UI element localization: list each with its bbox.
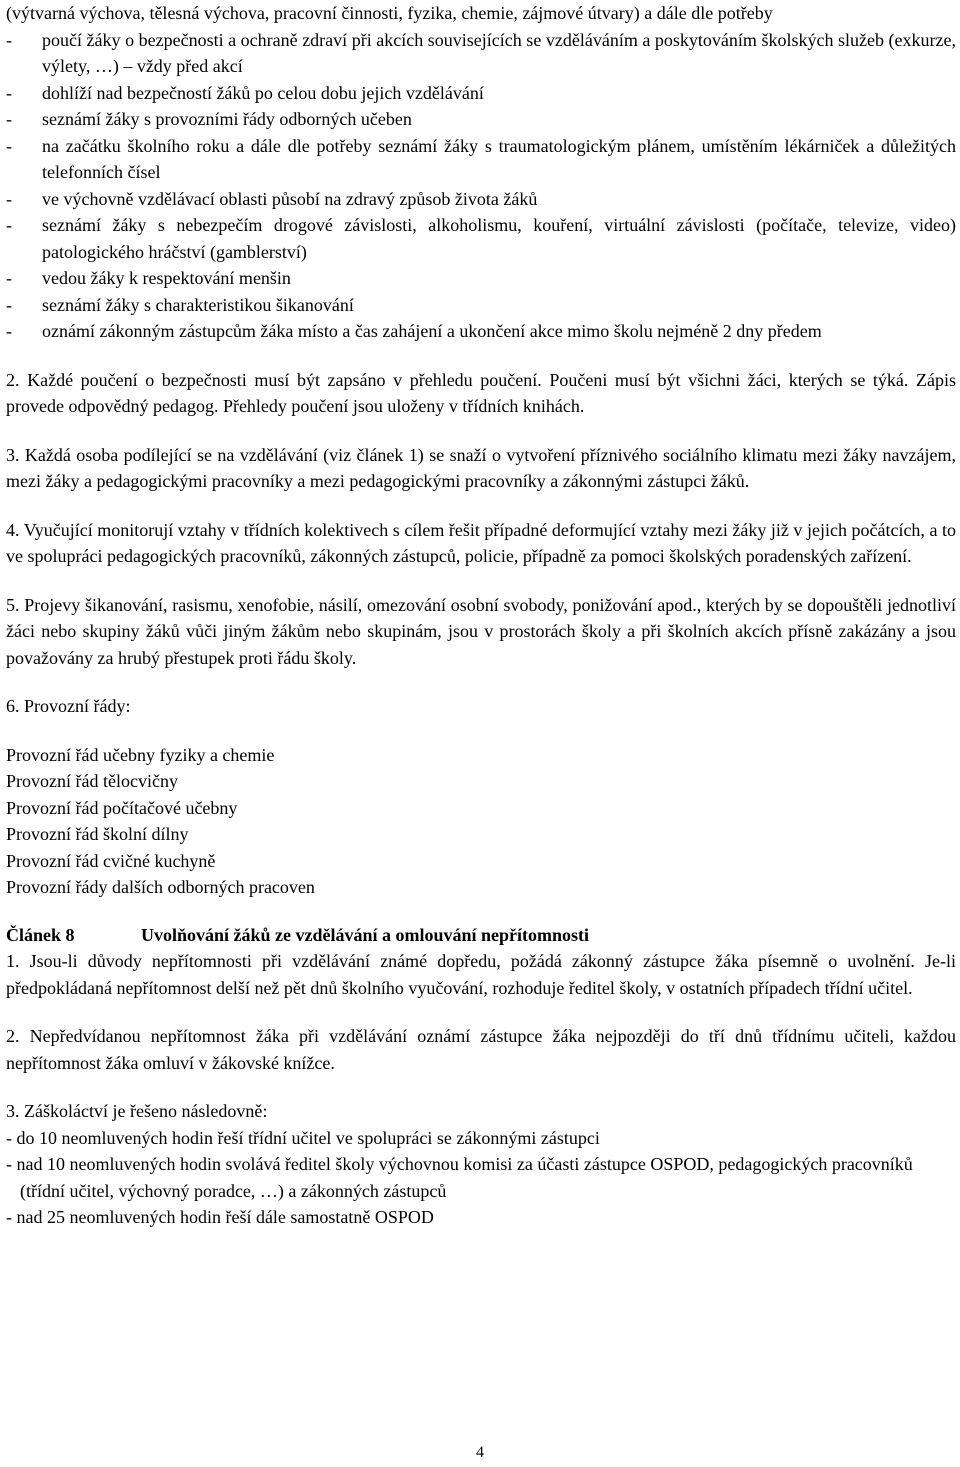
paragraph-4: 4. Vyučující monitorují vztahy v třídních kolektivech s cílem řešit případné deformující vztahy mezi žáky již v jejich počátcích, a to ve spolupráci pedagogických pracovníků, zákonných zástupců, policie, případně za pomoci školských poradenských zařízení. <box>6 519 956 566</box>
list-item: - seznámí žáky s provozními řády odborných učeben <box>6 106 956 133</box>
list-item: - na začátku školního roku a dále dle potřeby seznámí žáky s traumatologickým plánem, umístěním lékárniček a důležitých telefonních čísel <box>6 133 956 186</box>
list-item: - nad 25 neomluvených hodin řeší dále samostatně OSPOD <box>6 1207 434 1227</box>
list-item: - seznámí žáky s charakteristikou šikanování <box>6 292 956 319</box>
paragraph-5: 5. Projevy šikanování, rasismu, xenofobie, násilí, omezování osobní svobody, ponižování apod., kterých by se dopouštěli jednotliví žáci nebo skupiny žáků vůči jiným žákům nebo skupinám, jsou v prostorách školy a při školních akcích přísně zakázány a jsou považovány za hrubý přestupek proti řádu školy. <box>6 594 956 668</box>
list-item: Provozní řád učebny fyziky a chemie <box>6 744 275 765</box>
article-heading <box>6 922 956 949</box>
paragraph-3: 3. Každá osoba podílející se na vzdělávání (viz článek 1) se snaží o vytvoření příznivého sociálního klimatu mezi žáky navzájem, mezi žáky a pedagogickými pracovníky a mezi pedagogickými pracovníky a zákonnými zástupci žáků. <box>6 444 956 491</box>
list-item: - vedou žáky k respektování menšin <box>6 265 956 292</box>
list-item: - dohlíží nad bezpečností žáků po celou dobu jejich vzdělávání <box>6 80 956 107</box>
paragraph-6: 6. Provozní řády: <box>6 696 131 716</box>
list-item: Provozní řád tělocvičny <box>6 771 178 791</box>
document-page <box>6 0 956 1231</box>
list-item: - poučí žáky o bezpečnosti a ochraně zdraví při akcích souvisejících se vzděláváním a poskytováním školských služeb (exkurze, výlety, …) – vždy před akcí <box>6 27 956 80</box>
article-paragraph-3: 3. Záškoláctví je řešeno následovně: <box>6 1101 268 1121</box>
list-item: Provozní řád školní dílny <box>6 824 189 844</box>
article-paragraph-2: 2. Nepředvídanou nepřítomnost žáka při vzdělávání oznámí zástupce žáka nejpozději do tří dnů třídnímu učiteli, každou nepřítomnost žáka omluví v žákovské knížce. <box>6 1026 956 1073</box>
list-item: - ve výchovně vzdělávací oblasti působí na zdravý způsob života žáků <box>6 186 956 213</box>
list-item: Provozní řád cvičné kuchyně <box>6 850 216 871</box>
operating-rules-list <box>6 742 956 901</box>
list-item: Provozní řády dalších odborných pracoven <box>6 877 315 897</box>
page-number: 4 <box>476 1444 484 1461</box>
article-title: Uvolňování žáků ze vzdělávání a omlouvání nepřítomnosti <box>141 924 590 945</box>
truancy-list <box>6 1125 956 1231</box>
list-item: - do 10 neomluvených hodin řeší třídní učitel ve spolupráci se zákonnými zástupci <box>6 1127 600 1148</box>
article-number: Článek 8 <box>6 924 75 945</box>
paragraph-2: 2. Každé poučení o bezpečnosti musí být zapsáno v přehledu poučení. Poučeni musí být všichni žáci, kterých se týká. Zápis provede odpovědný pedagog. Přehledy poučení jsou uloženy v třídních knihách. <box>6 369 956 416</box>
list-item: Provozní řád počítačové učebny <box>6 797 238 818</box>
list-item: - seznámí žáky s nebezpečím drogové závislosti, alkoholismu, kouření, virtuální závislosti (počítače, televize, video) patologického hráčství (gamblerství) <box>6 212 956 265</box>
teacher-duties-list <box>6 27 956 345</box>
article-paragraph-1: 1. Jsou-li důvody nepřítomnosti při vzdělávání známé dopředu, požádá zákonný zástupce žáka písemně o uvolnění. Je-li předpokládaná nepřítomnost delší než pět dnů školního vyučování, rozhoduje ředitel školy, v ostatních případech třídní učitel. <box>6 951 956 998</box>
list-item: - oznámí zákonným zástupcům žáka místo a čas zahájení a ukončení akce mimo školu nejméně 2 dny předem <box>6 318 956 345</box>
intro-continuation: (výtvarná výchova, tělesná výchova, pracovní činnosti, fyzika, chemie, zájmové útvary) a dále dle potřeby <box>6 3 773 23</box>
list-item: - nad 10 neomluvených hodin svolává ředitel školy výchovnou komisi za účasti zástupce OSPOD, pedagogických pracovníků (třídní učitel, výchovný poradce, …) a zákonných zástupců <box>6 1154 913 1201</box>
